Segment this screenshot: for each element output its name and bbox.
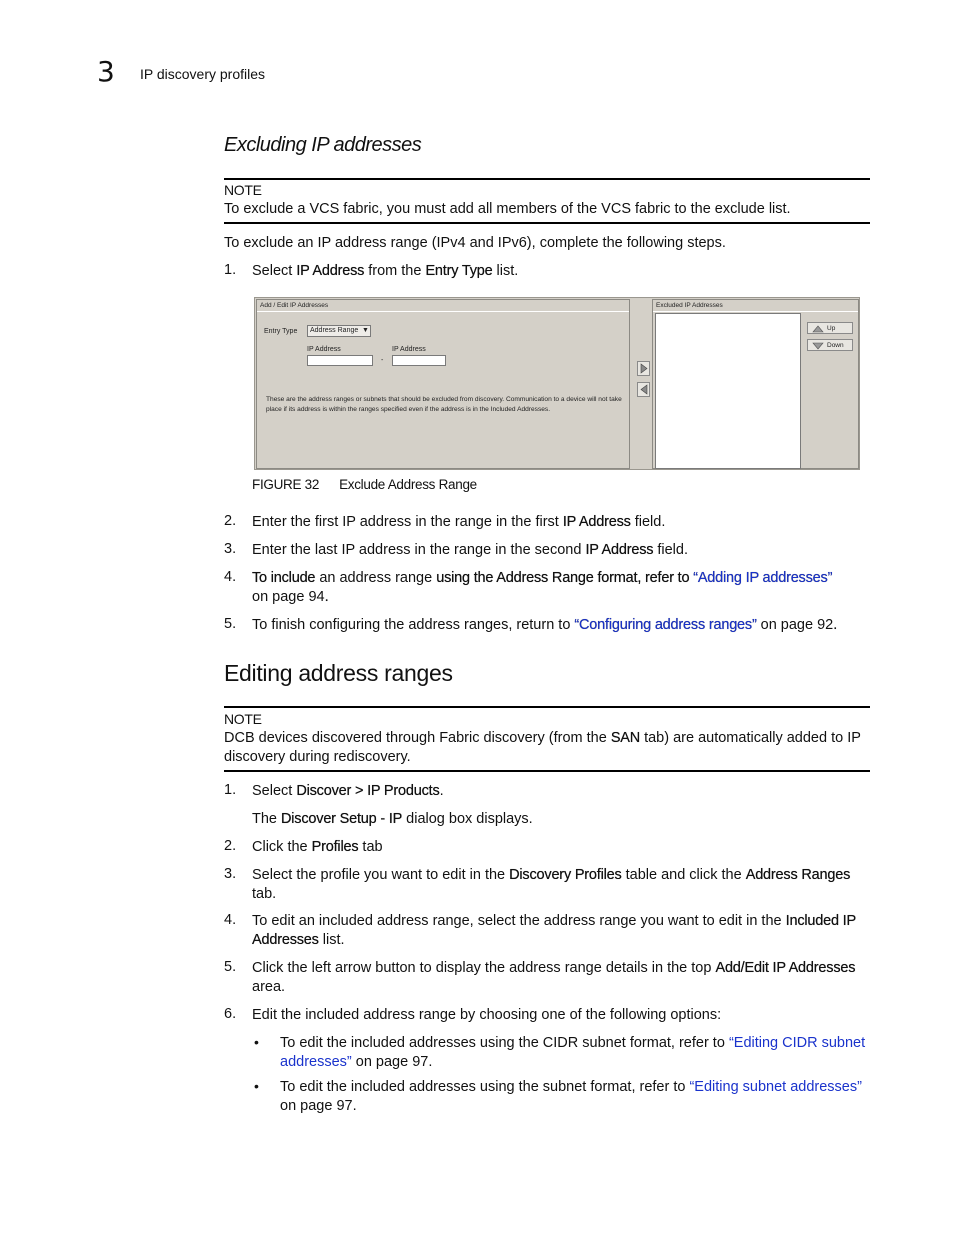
ip-address-label-2: IP Address [392, 346, 426, 353]
arrow-left-icon [638, 383, 649, 396]
step-5-text: To finish configuring the address ranges, return to “Configuring address ranges” on page 92. [252, 617, 838, 633]
step-number: 1. [224, 782, 237, 798]
step-2-text: Enter the first IP address in the range in the first IP Address field. [252, 514, 666, 530]
ip-address-start-input[interactable] [307, 355, 373, 366]
excluded-panel-title: Excluded IP Addresses [656, 302, 723, 309]
step-number: 6. [224, 1006, 237, 1022]
note-bottom-rule [224, 770, 870, 772]
edit-step-5-text: Click the left arrow button to display the address range details in the top Add/Edit IP Addresses area. [252, 960, 856, 995]
note-text: To exclude a VCS fabric, you must add all members of the VCS fabric to the exclude list. [224, 201, 791, 217]
edit-step-1-text: Select Discover > IP Products. [252, 783, 444, 799]
up-button[interactable]: Up [807, 322, 853, 334]
figure-caption: FIGURE 32 Exclude Address Range [252, 477, 477, 492]
step-number: 5. [224, 959, 237, 975]
triangle-up-icon [812, 324, 824, 333]
exclude-address-range-figure [254, 297, 860, 470]
range-dash: - [381, 357, 384, 364]
edit-step-1-result: The Discover Setup - IP dialog box displays. [252, 811, 533, 827]
note-label: NOTE [224, 711, 262, 727]
bullet-icon: • [254, 1078, 259, 1094]
note-label: NOTE [224, 182, 262, 198]
add-edit-panel-title: Add / Edit IP Addresses [260, 302, 329, 309]
chapter-number: 3 [97, 55, 115, 88]
bullet-icon: • [254, 1034, 259, 1050]
section-heading-excluding: Excluding IP addresses [224, 134, 422, 156]
intro-text: To exclude an IP address range (IPv4 and IPv6), complete the following steps. [224, 235, 726, 251]
step-number: 2. [224, 838, 237, 854]
chevron-down-icon: ▼ [362, 327, 369, 334]
step-number: 3. [224, 866, 237, 882]
edit-step-4-text: To edit an included address range, select the address range you want to edit in the Included IP Addresses list. [252, 913, 856, 948]
step-number: 1. [224, 262, 237, 278]
add-edit-panel [256, 299, 630, 469]
bullet-subnet: To edit the included addresses using the subnet format, refer to “Editing subnet addresses” on page 97. [280, 1079, 862, 1114]
step-number: 5. [224, 616, 237, 632]
exclusion-description: These are the address ranges or subnets that should be excluded from discovery. Communication to a device will not take place if its address is within the ranges specified even if the address is in the Included Addresses. [266, 396, 622, 413]
excluded-addresses-panel [652, 299, 859, 469]
ip-address-end-input[interactable] [392, 355, 446, 366]
section-heading-editing: Editing address ranges [224, 660, 453, 686]
note-text: DCB devices discovered through Fabric discovery (from the SAN tab) are automatically added to IP discovery during rediscovery. [224, 730, 861, 765]
edit-step-2-text: Click the Profiles tab [252, 839, 383, 855]
triangle-down-icon [812, 341, 824, 350]
arrow-right-icon [638, 362, 649, 375]
move-left-button[interactable] [637, 382, 650, 397]
step-number: 3. [224, 541, 237, 557]
step-number: 4. [224, 912, 237, 928]
step-1-text: Select IP Address from the Entry Type list. [252, 263, 519, 279]
note-top-rule [224, 706, 870, 708]
step-4-text: To include an address range using the Address Range format, refer to “Adding IP addresses” on page 94. [252, 570, 833, 605]
editing-cidr-link[interactable]: “Editing CIDR subnet addresses” [280, 1035, 866, 1070]
configuring-address-ranges-link[interactable]: “Configuring address ranges” [574, 617, 757, 633]
adding-ip-addresses-link[interactable]: “Adding IP addresses” [693, 570, 833, 586]
edit-step-6-text: Edit the included address range by choosing one of the following options: [252, 1007, 722, 1023]
entry-type-select[interactable]: Address Range ▼ [307, 325, 371, 337]
entry-type-label: Entry Type [264, 328, 298, 335]
bullet-cidr: To edit the included addresses using the CIDR subnet format, refer to “Editing CIDR subnet addresses” on page 97. [280, 1035, 866, 1070]
step-number: 4. [224, 569, 237, 585]
chapter-title: IP discovery profiles [140, 66, 266, 82]
excluded-addresses-list[interactable] [655, 313, 801, 469]
move-right-button[interactable] [637, 361, 650, 376]
ip-address-label-1: IP Address [307, 346, 341, 353]
note-top-rule [224, 178, 870, 180]
down-button[interactable]: Down [807, 339, 853, 351]
editing-subnet-link[interactable]: “Editing subnet addresses” [689, 1079, 862, 1095]
step-3-text: Enter the last IP address in the range in the second IP Address field. [252, 542, 688, 558]
edit-step-3-text: Select the profile you want to edit in the Discovery Profiles table and click the Address Ranges tab. [252, 867, 851, 902]
step-number: 2. [224, 513, 237, 529]
note-bottom-rule [224, 222, 870, 224]
